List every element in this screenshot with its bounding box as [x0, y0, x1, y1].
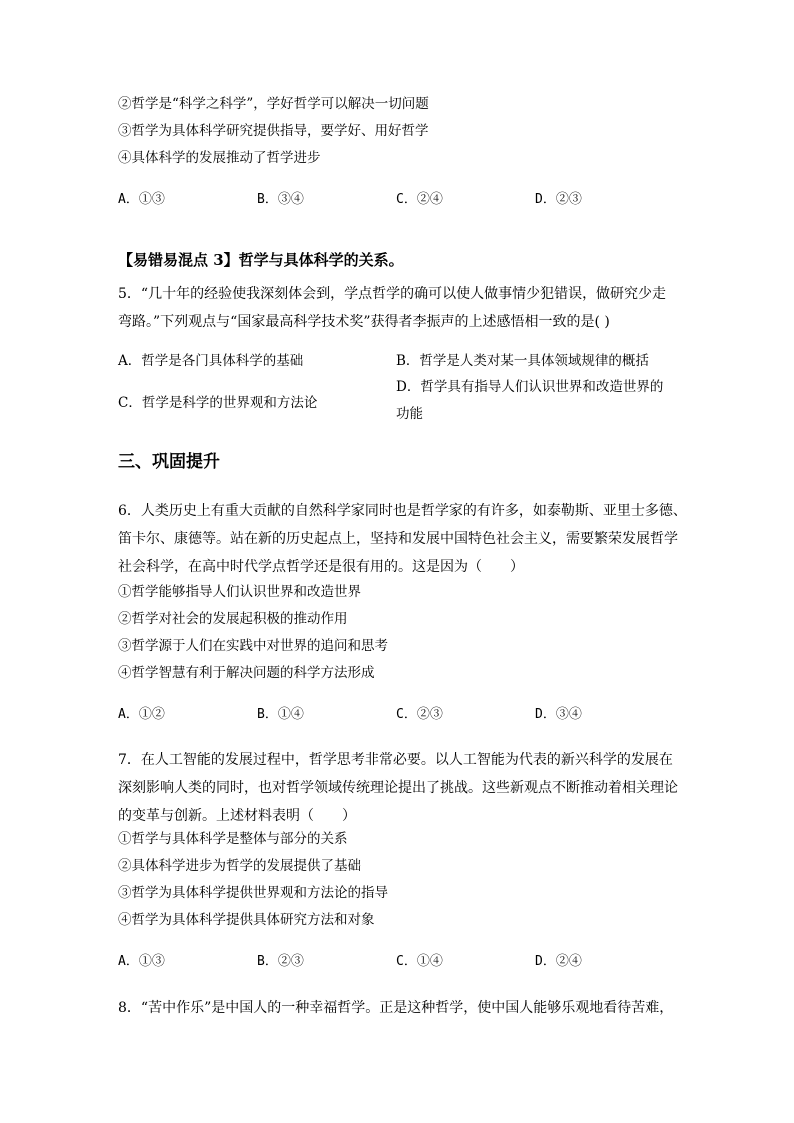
q4-statement-3: ③哲学为具体科学研究提供指导，要学好、用好哲学 [118, 123, 429, 139]
q7-line-1: 7．在人工智能的发展过程中，哲学思考非常必要。以人工智能为代表的新兴科学的发展在 [118, 752, 673, 768]
q5-option-d [396, 377, 663, 424]
q7-statement-2: ②具体科学进步为哲学的发展提供了基础 [118, 858, 361, 874]
section-3-title: 三、巩固提升 [118, 452, 220, 472]
q7-statement-4: ④哲学为具体科学提供具体研究方法和对象 [118, 912, 375, 928]
q8-stem [118, 994, 678, 1022]
q4-option-a: A．①③ [118, 192, 165, 207]
q6-statement-1: ①哲学能够指导人们认识世界和改造世界 [118, 584, 361, 600]
q6-statement-4: ④哲学智慧有利于解决问题的科学方法形成 [118, 665, 375, 681]
q7-statement-1: ①哲学与具体科学是整体与部分的关系 [118, 831, 348, 847]
q4-statement-4: ④具体科学的发展推动了哲学进步 [118, 150, 321, 166]
error-point-heading: 【易错易混点 3】哲学与具体科学的关系。 [118, 251, 404, 269]
q7-line-3: 的变革与创新。上述材料表明（ ） [118, 808, 356, 824]
q6-line-3: 社会科学，在高中时代学点哲学还是很有用的。这是因为（ ） [118, 559, 524, 575]
q7-option-a: A．①③ [118, 954, 165, 969]
q4-option-c: C．②④ [396, 192, 443, 207]
q5-stem [118, 280, 678, 336]
q5-line-2: 弯路。”下列观点与“国家最高科学技术奖”获得者李振声的上述感悟相一致的是( ) [118, 314, 610, 330]
q5-option-d-line-1: D．哲学具有指导人们认识世界和改造世界的 [396, 379, 664, 395]
q5-option-b: B．哲学是人类对某一具体领域规律的概括 [396, 353, 649, 369]
q5-option-a: A．哲学是各门具体科学的基础 [118, 353, 304, 369]
q5-line-1: 5．“几十年的经验使我深刻体会到，学点哲学的确可以使人做事情少犯错误，做研究少走 [118, 286, 667, 302]
q7-line-2: 深刻影响人类的同时，也对哲学领域传统理论提出了挑战。这些新观点不断推动着相关理论 [118, 780, 678, 796]
q6-option-a: A．①② [118, 707, 165, 722]
q5-option-d-line-2: 功能 [396, 406, 423, 422]
q4-option-b: B．③④ [257, 192, 304, 207]
q7-option-b: B．②③ [257, 954, 304, 969]
q6-stem [118, 497, 687, 581]
q6-option-d: D．③④ [535, 707, 582, 722]
q6-statement-3: ③哲学源于人们在实践中对世界的追问和思考 [118, 638, 388, 654]
q7-option-c: C．①④ [396, 954, 443, 969]
q7-stem [118, 746, 678, 830]
q7-option-d: D．②④ [535, 954, 582, 969]
q6-line-1: 6．人类历史上有重大贡献的自然科学家同时也是哲学家的有许多，如泰勒斯、亚里士多德、 [118, 503, 687, 519]
q6-line-2: 笛卡尔、康德等。站在新的历史起点上，坚持和发展中国特色社会主义，需要繁荣发展哲学 [118, 531, 678, 547]
q5-option-c: C．哲学是科学的世界观和方法论 [118, 395, 318, 411]
q7-statement-3: ③哲学为具体科学提供世界观和方法论的指导 [118, 885, 388, 901]
q4-option-d: D．②③ [535, 192, 582, 207]
q4-statement-2: ②哲学是“科学之科学”，学好哲学可以解决一切问题 [118, 96, 429, 112]
q6-option-c: C．②③ [396, 707, 443, 722]
q6-option-b: B．①④ [257, 707, 304, 722]
q6-statement-2: ②哲学对社会的发展起积极的推动作用 [118, 611, 348, 627]
q8-line-1: 8．“苦中作乐”是中国人的一种幸福哲学。正是这种哲学，使中国人能够乐观地看待苦难， [118, 1000, 674, 1016]
